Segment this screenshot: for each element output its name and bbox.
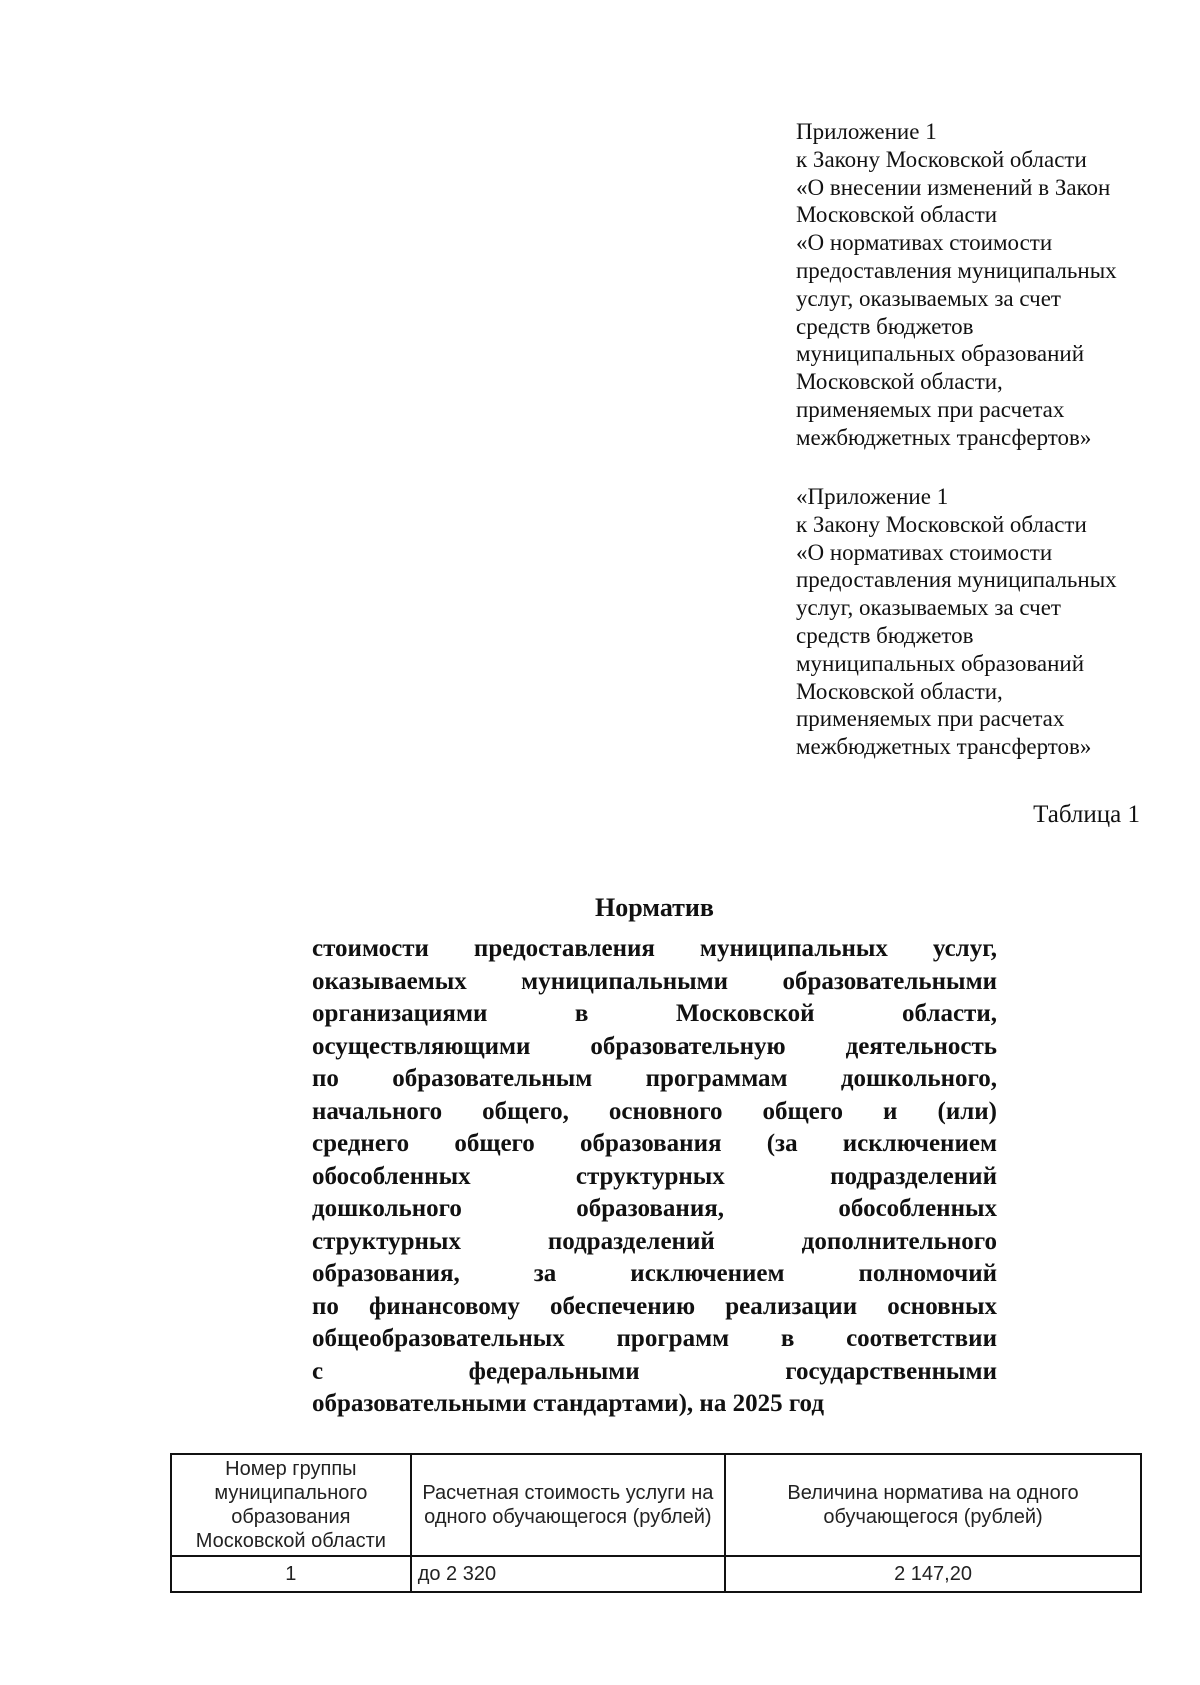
document-subtitle [312, 933, 997, 1421]
subtitle-line: образования, за исключением полномочий [312, 1260, 997, 1287]
appendix-new-line: Московской области, [796, 678, 1003, 704]
appendix-original-line: Московской области [796, 202, 998, 228]
document-title: Норматив [595, 893, 714, 922]
appendix-new-line: муниципальных образований [796, 650, 1085, 676]
appendix-original-line: «О нормативах стоимости [796, 230, 1053, 256]
appendix-new-line: предоставления муниципальных [796, 567, 1117, 593]
cell-estimated-cost: до 2 320 [411, 1556, 725, 1592]
subtitle-line: образовательными стандартами), на 2025 год [312, 1390, 824, 1417]
cell-group-number: 1 [171, 1556, 411, 1592]
normative-table [170, 1453, 1142, 1593]
appendix-original-line: межбюджетных трансфертов» [796, 424, 1092, 450]
cell-normative-value: 2 147,20 [725, 1556, 1141, 1592]
appendix-original-line: Московской области, [796, 369, 1003, 395]
appendix-original-line: муниципальных образований [796, 341, 1085, 367]
appendix-original-line: услуг, оказываемых за счет [796, 285, 1061, 311]
appendix-new-line: средств бюджетов [796, 622, 974, 648]
header-normative-value: Величина норматива на одного обучающегося (рублей) [725, 1454, 1141, 1556]
table-row [171, 1556, 1141, 1592]
appendix-new-line: «Приложение 1 [796, 484, 949, 509]
appendix-original-line: Приложение 1 [796, 119, 937, 144]
subtitle-line: оказываемых муниципальными образовательными [312, 967, 997, 995]
subtitle-line: организациями в Московской области, [312, 1000, 997, 1027]
appendix-new-line: к Закону Московской области [796, 511, 1087, 537]
subtitle-line: осуществляющими образовательную деятельность [312, 1032, 997, 1060]
appendix-new-line: услуг, оказываемых за счет [796, 595, 1061, 621]
subtitle-line: среднего общего образования (за исключением [312, 1130, 997, 1157]
subtitle-line: структурных подразделений дополнительного [312, 1227, 997, 1255]
subtitle-line: обособленных структурных подразделений [312, 1162, 997, 1190]
appendix-new-line: межбюджетных трансфертов» [796, 734, 1092, 760]
subtitle-line: начального общего, основного общего и (или) [312, 1097, 997, 1125]
appendix-new-line: применяемых при расчетах [796, 706, 1065, 732]
appendix-new-block [796, 483, 1196, 761]
appendix-original-line: средств бюджетов [796, 313, 974, 339]
appendix-new-line: «О нормативах стоимости [796, 539, 1053, 565]
table-number-label: Таблица 1 [1033, 801, 1140, 828]
header-group-number: Номер группы муниципального образования Московской области [171, 1454, 411, 1556]
table-header-row [171, 1454, 1141, 1556]
appendix-original-line: предоставления муниципальных [796, 257, 1117, 283]
appendix-original-line: к Закону Московской области [796, 146, 1087, 172]
subtitle-line: с федеральными государственными [312, 1357, 997, 1385]
subtitle-line: стоимости предоставления муниципальных услуг, [312, 935, 997, 962]
subtitle-line: общеобразовательных программ в соответствии [312, 1325, 997, 1352]
appendix-original-block [796, 118, 1196, 452]
appendix-original-line: применяемых при расчетах [796, 396, 1065, 422]
subtitle-line: по образовательным программам дошкольного, [312, 1065, 997, 1092]
header-estimated-cost: Расчетная стоимость услуги на одного обучающегося (рублей) [411, 1454, 725, 1556]
subtitle-line: по финансовому обеспечению реализации основных [312, 1292, 997, 1320]
subtitle-line: дошкольного образования, обособленных [312, 1195, 997, 1222]
appendix-original-line: «О внесении изменений в Закон [796, 174, 1111, 200]
